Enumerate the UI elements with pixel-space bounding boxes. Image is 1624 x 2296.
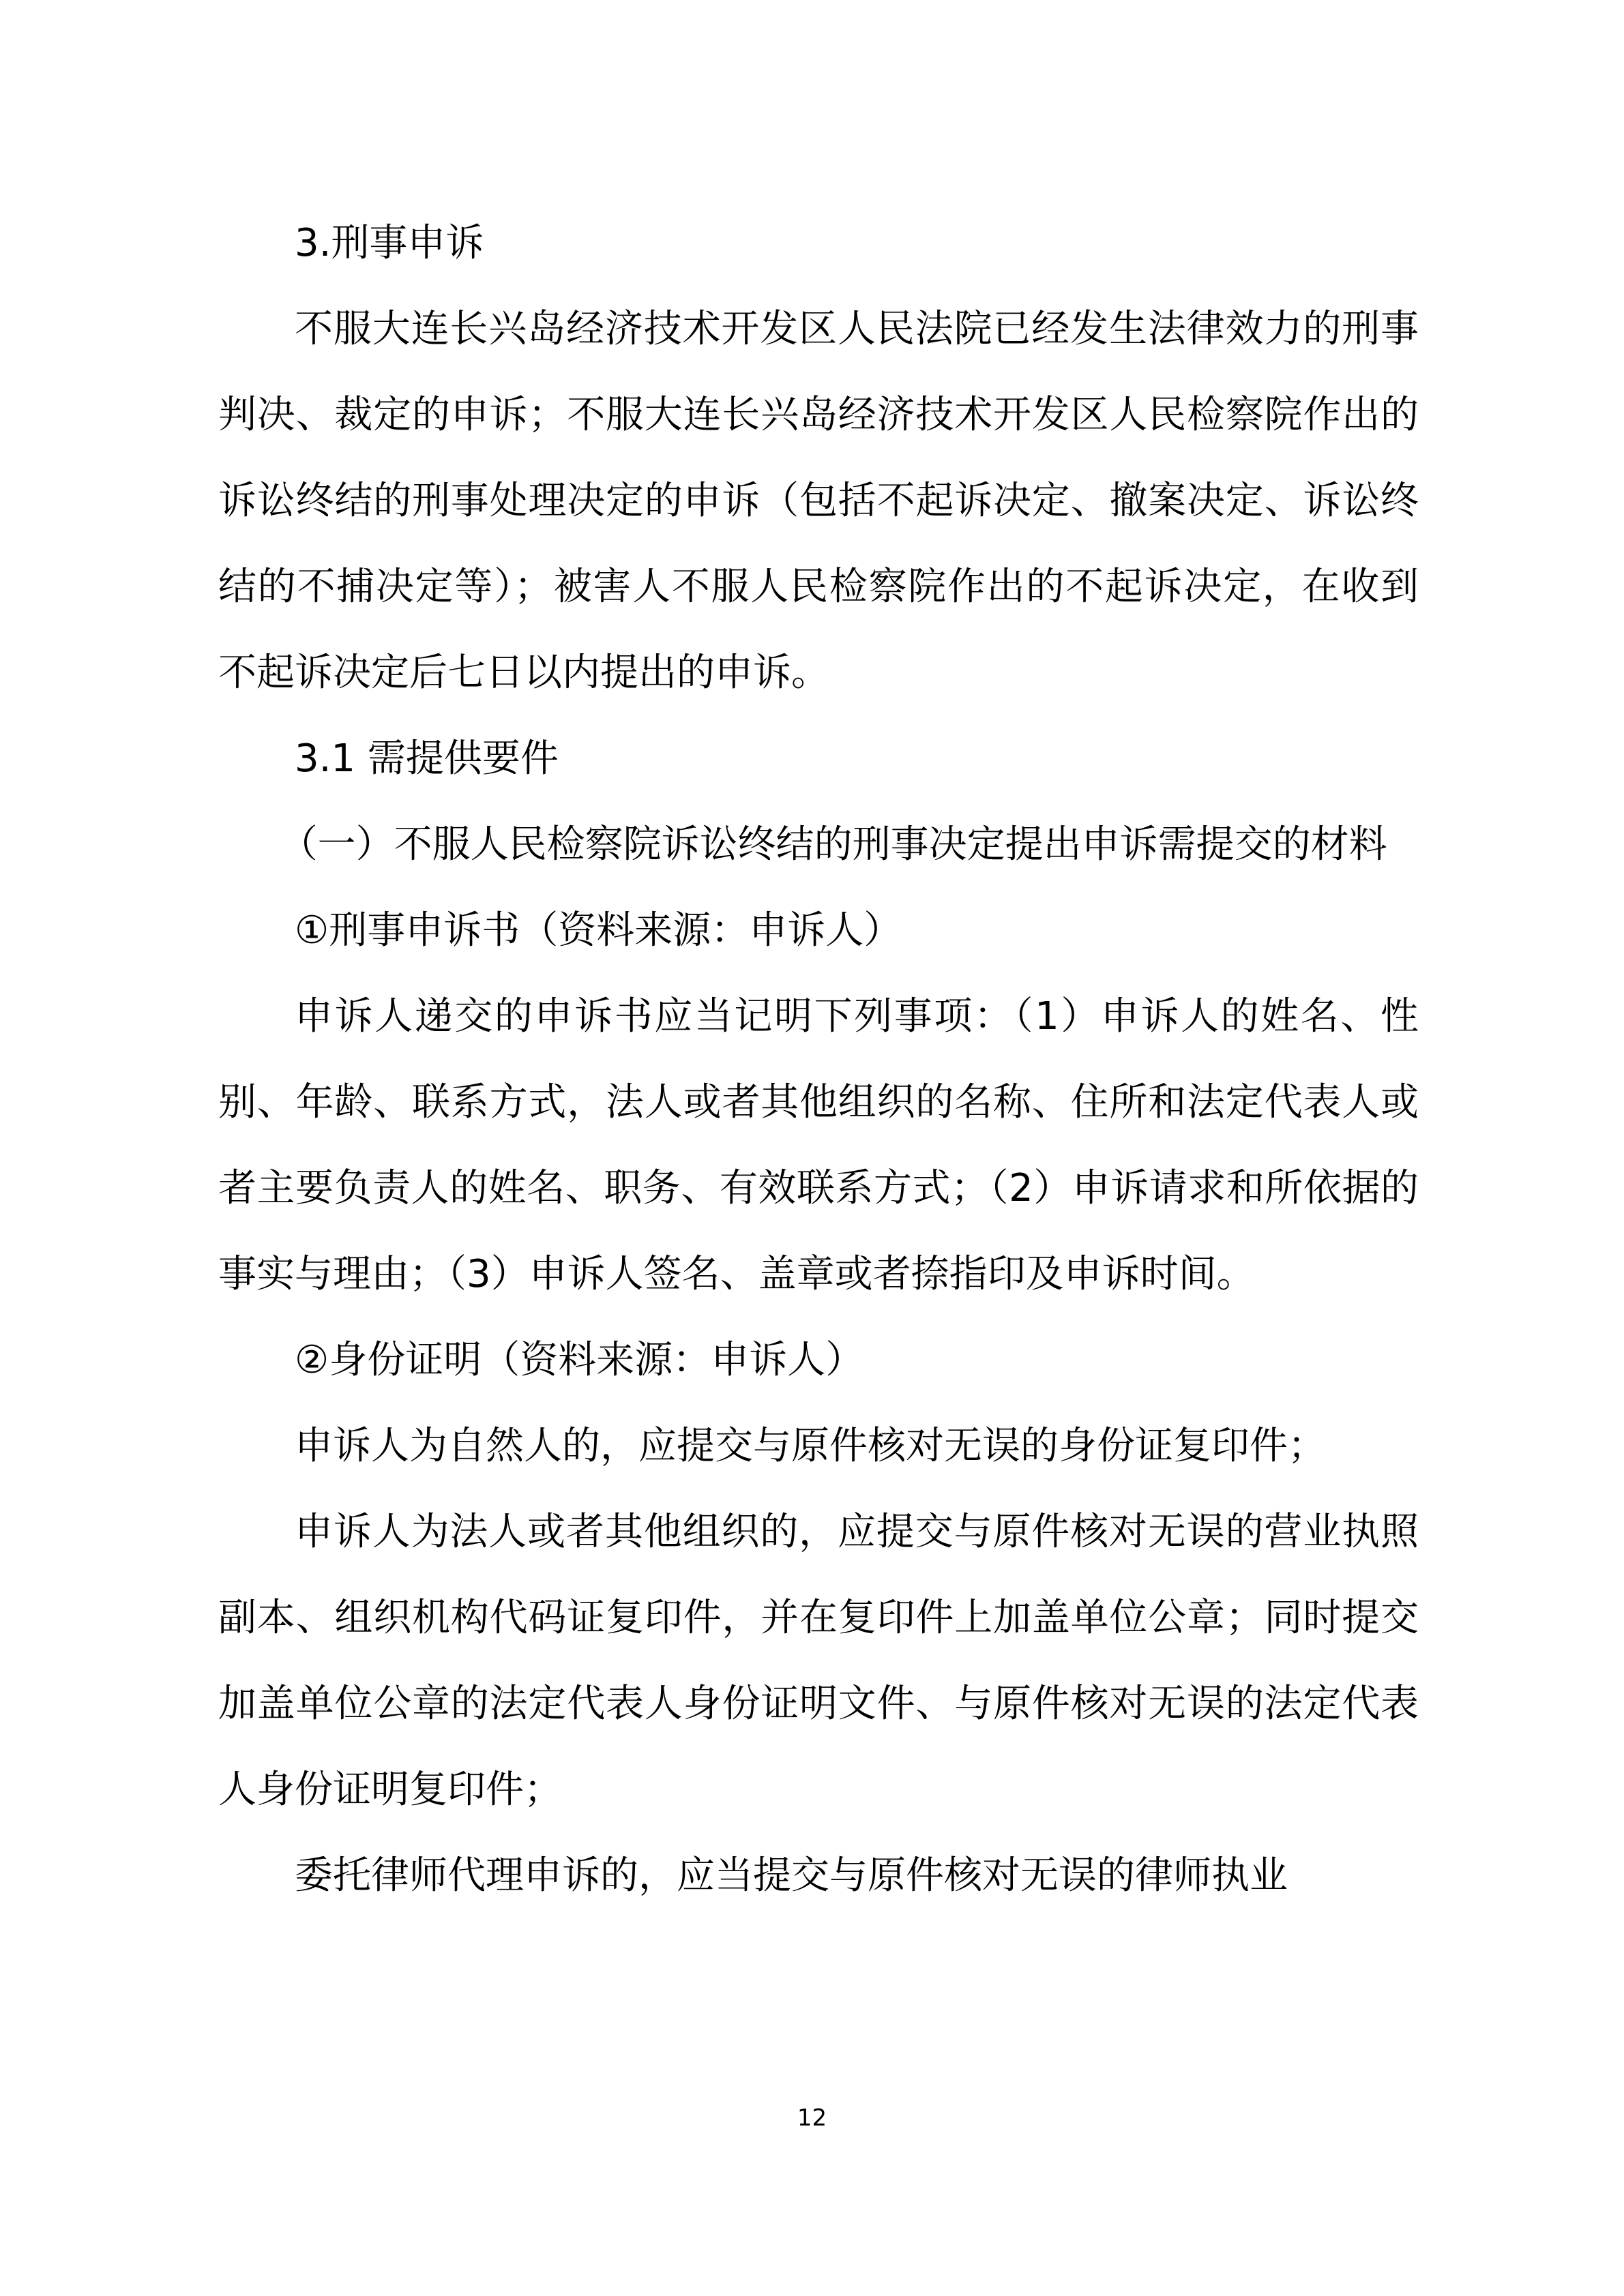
paragraph-natural-person: 申诉人为自然人的，应提交与原件核对无误的身份证复印件； (295, 1424, 1326, 1468)
page-number: 12 (797, 2104, 827, 2132)
paragraph-legal-entity: 申诉人为法人或者其他组织的，应提交与原件核对无误的营业执照副本、组织机构代码证复印件，并在复印件上加盖单位公章；同时提交加盖单位公章的法定代表人身份证明文件、与原件核对无误的法定代表人身份证明复印件； (218, 1510, 1419, 1812)
paragraph-materials-intro: （一）不服人民检察院诉讼终结的刑事决定提出申诉需提交的材料 (279, 822, 1387, 867)
paragraph-appeal-letter-requirements: 申诉人递交的申诉书应当记明下列事项：（1）申诉人的姓名、性别、年龄、联系方式，法人或者其他组织的名称、住所和法定代表人或者主要负责人的姓名、职务、有效联系方式；（2）申诉请求和所依据的事实与理由；（3）申诉人签名、盖章或者捺指印及申诉时间。 (218, 994, 1419, 1296)
subsection-heading-required-documents: 3.1 需提供要件 (295, 736, 559, 781)
item-appeal-letter: ①刑事申诉书（资料来源：申诉人） (295, 908, 902, 953)
item-identity-proof: ②身份证明（资料来源：申诉人） (295, 1338, 864, 1382)
section-heading-criminal-appeal: 3.刑事申诉 (295, 221, 484, 265)
document-body (218, 200, 1419, 1919)
paragraph-lawyer-agent: 委托律师代理申诉的，应当提交与原件核对无误的律师执业 (295, 1853, 1288, 1898)
paragraph-scope: 不服大连长兴岛经济技术开发区人民法院已经发生法律效力的刑事判决、裁定的申诉；不服大连长兴岛经济技术开发区人民检察院作出的诉讼终结的刑事处理决定的申诉（包括不起诉决定、撤案决定、诉讼终结的不捕决定等）；被害人不服人民检察院作出的不起诉决定，在收到不起诉决定后七日以内提出的申诉。 (218, 307, 1419, 695)
